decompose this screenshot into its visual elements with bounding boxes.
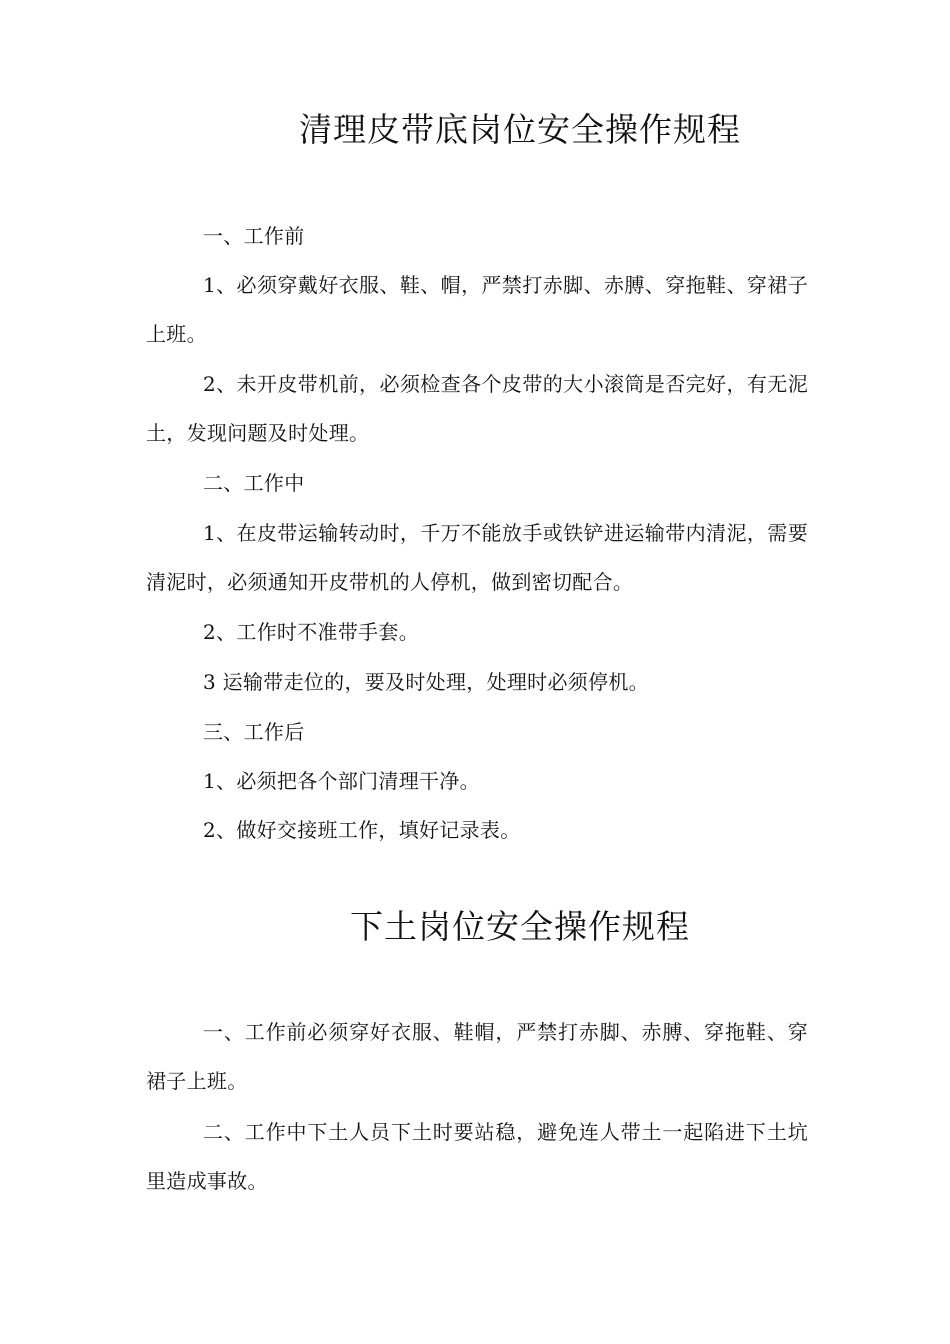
heading-before-work: 一、工作前 <box>203 224 305 248</box>
before-work-item-1: 1、必须穿戴好衣服、鞋、帽，严禁打赤脚、赤膊、穿拖鞋、穿裙子上班。 <box>146 273 808 346</box>
section-title-belt-cleaning: 清理皮带底岗位安全操作规程 <box>299 110 741 149</box>
before-work-item-2: 2、未开皮带机前，必须检查各个皮带的大小滚筒是否完好，有无泥土，发现问题及时处理。 <box>146 372 808 445</box>
after-work-item-2: 2、做好交接班工作，填好记录表。 <box>203 818 521 842</box>
during-work-item-2: 2、工作时不准带手套。 <box>203 620 420 644</box>
soil-unloading-item-2: 二、工作中下土人员下土时要站稳，避免连人带土一起陷进下土坑里造成事故。 <box>146 1120 808 1193</box>
heading-after-work: 三、工作后 <box>203 720 305 744</box>
after-work-item-1: 1、必须把各个部门清理干净。 <box>203 769 480 793</box>
during-work-item-3: 3 运输带走位的，要及时处理，处理时必须停机。 <box>203 670 649 694</box>
soil-unloading-item-1: 一、工作前必须穿好衣服、鞋帽，严禁打赤脚、赤膊、穿拖鞋、穿裙子上班。 <box>146 1020 808 1093</box>
during-work-item-1: 1、在皮带运输转动时，千万不能放手或铁铲进运输带内清泥，需要清泥时，必须通知开皮带机的人停机，做到密切配合。 <box>146 521 808 594</box>
heading-during-work: 二、工作中 <box>203 471 305 495</box>
section-title-soil-unloading: 下土岗位安全操作规程 <box>350 907 690 946</box>
